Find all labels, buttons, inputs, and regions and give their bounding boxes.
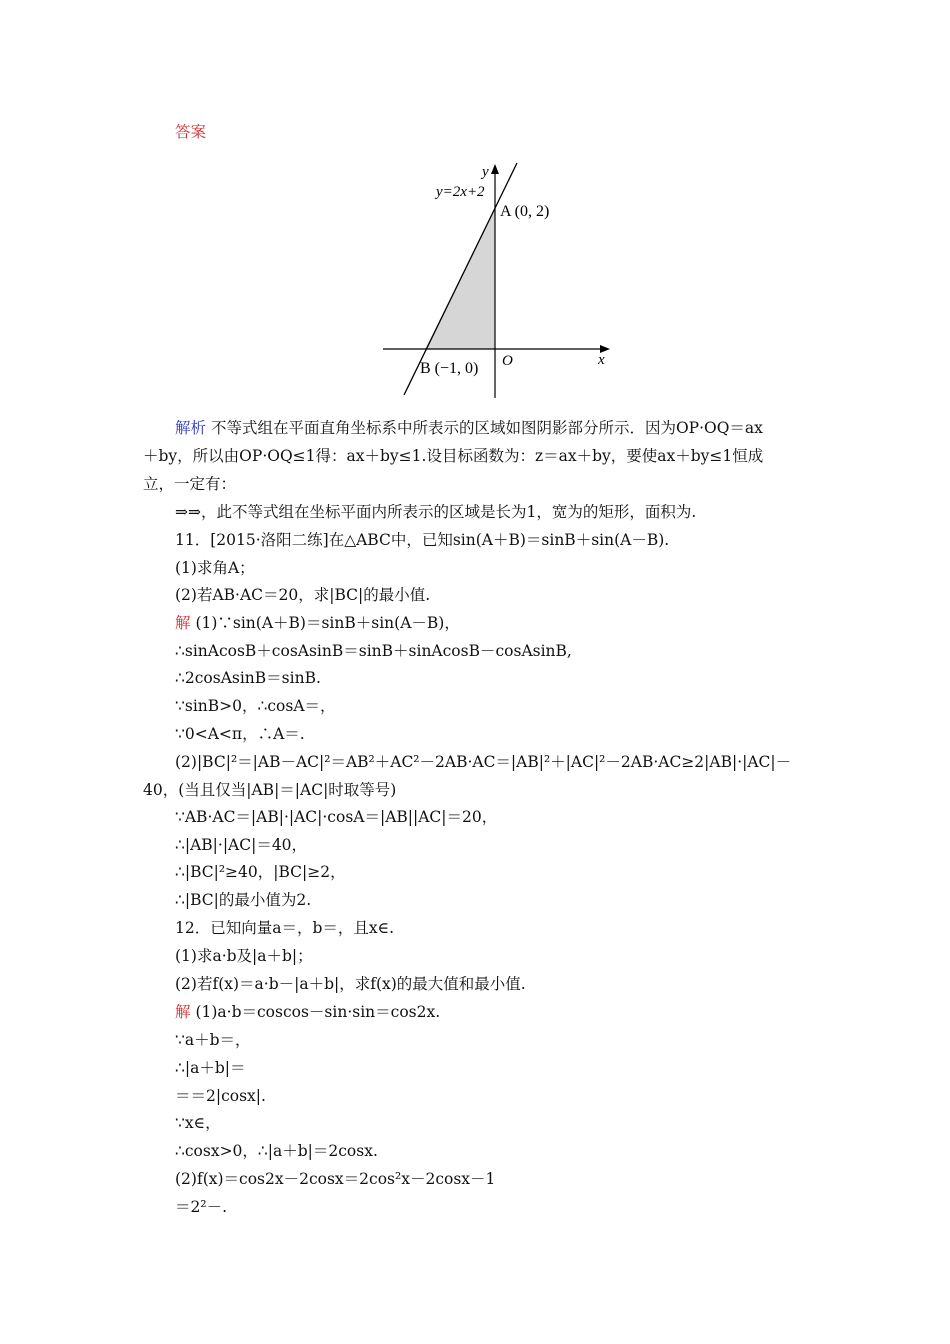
- text-line: [175, 613, 460, 633]
- line-text: 不等式组在平面直角坐标系中所表示的区域如图阴影部分所示．因为OP·OQ＝ax: [206, 419, 763, 437]
- point-b-label: B (−1, 0): [420, 360, 479, 377]
- text-line: (2)f(x)＝cos2x－2cosx＝2cos²x－2cosx－1: [175, 1170, 496, 1188]
- text-line: (1)求角A；: [175, 559, 255, 577]
- text-line: ∴2cosAsinB＝sinB.: [175, 669, 321, 687]
- origin-label: O: [502, 353, 513, 369]
- problem-12-title: 12．已知向量a＝，b＝，且x∈.: [175, 919, 395, 937]
- line-text: (1)a·b＝coscos－sin·sin＝cos2x.: [190, 1003, 441, 1021]
- problem-11-title: 11．[2015·洛阳二练]在△ABC中，已知sin(A＋B)＝sinB＋sin(A－B).: [175, 531, 670, 549]
- text-line: ∵AB·AC＝|AB|·|AC|·cosA＝|AB||AC|＝20，: [175, 808, 498, 826]
- text-line: [175, 1002, 440, 1022]
- analysis-label: 解析: [175, 419, 207, 437]
- text-line: ＋by，所以由OP·OQ≤1得：ax＋by≤1.设目标函数为：z＝ax＋by，要使ax＋by≤1恒成: [143, 447, 764, 465]
- text-line: ∴|BC|²≥40，|BC|≥2，: [175, 863, 346, 881]
- text-line: ∵x∈，: [175, 1114, 221, 1132]
- line-label: y=2x+2: [436, 184, 485, 200]
- text-line: ∵a＋b＝，: [175, 1031, 251, 1049]
- text-line: (2)若AB·AC＝20，求|BC|的最小值.: [175, 586, 431, 604]
- x-axis-label: x: [598, 352, 605, 368]
- text-line: (2)|BC|²＝|AB－AC|²＝AB²＋AC²－2AB·AC＝|AB|²＋|AC|²－2AB·AC≥2|AB|·|AC|－: [175, 753, 792, 771]
- answer-heading: 答案: [175, 123, 207, 141]
- solution-label: 解: [175, 1003, 191, 1021]
- y-axis-arrow: [491, 164, 499, 174]
- text-line: ∴|AB|·|AC|＝40，: [175, 836, 308, 854]
- text-line: [175, 418, 763, 438]
- text-line: (2)若f(x)＝a·b－|a＋b|，求f(x)的最大值和最小值.: [175, 975, 526, 993]
- solution-label: 解: [175, 614, 191, 632]
- text-line: ∵0<A<π，∴A＝.: [175, 725, 305, 743]
- text-line: (1)求a·b及|a＋b|；: [175, 947, 313, 965]
- text-line: 40，(当且仅当|AB|＝|AC|时取等号): [143, 781, 397, 799]
- text-line: ⇒⇒，此不等式组在坐标平面内所表示的区域是长为1，宽为的矩形，面积为.: [175, 503, 697, 521]
- text-line: ∴cosx>0，∴|a＋b|＝2cosx.: [175, 1142, 378, 1160]
- text-line: ∴|a＋b|＝: [175, 1059, 246, 1077]
- text-line: ＝2²－.: [175, 1198, 228, 1216]
- region-figure: [378, 158, 618, 403]
- text-line: ＝＝2|cosx|.: [175, 1087, 266, 1105]
- point-a-label: A (0, 2): [500, 203, 550, 220]
- text-line: ∴|BC|的最小值为2.: [175, 891, 312, 909]
- text-line: ∴sinAcosB＋cosAsinB＝sinB＋sinAcosB－cosAsinB,: [175, 642, 572, 660]
- text-line: 立，一定有：: [143, 475, 237, 493]
- line-text: (1)∵sin(A＋B)＝sinB＋sin(A－B)，: [190, 614, 460, 632]
- y-axis-label: y: [482, 164, 489, 180]
- text-line: ∵sinB>0，∴cosA＝，: [175, 697, 336, 715]
